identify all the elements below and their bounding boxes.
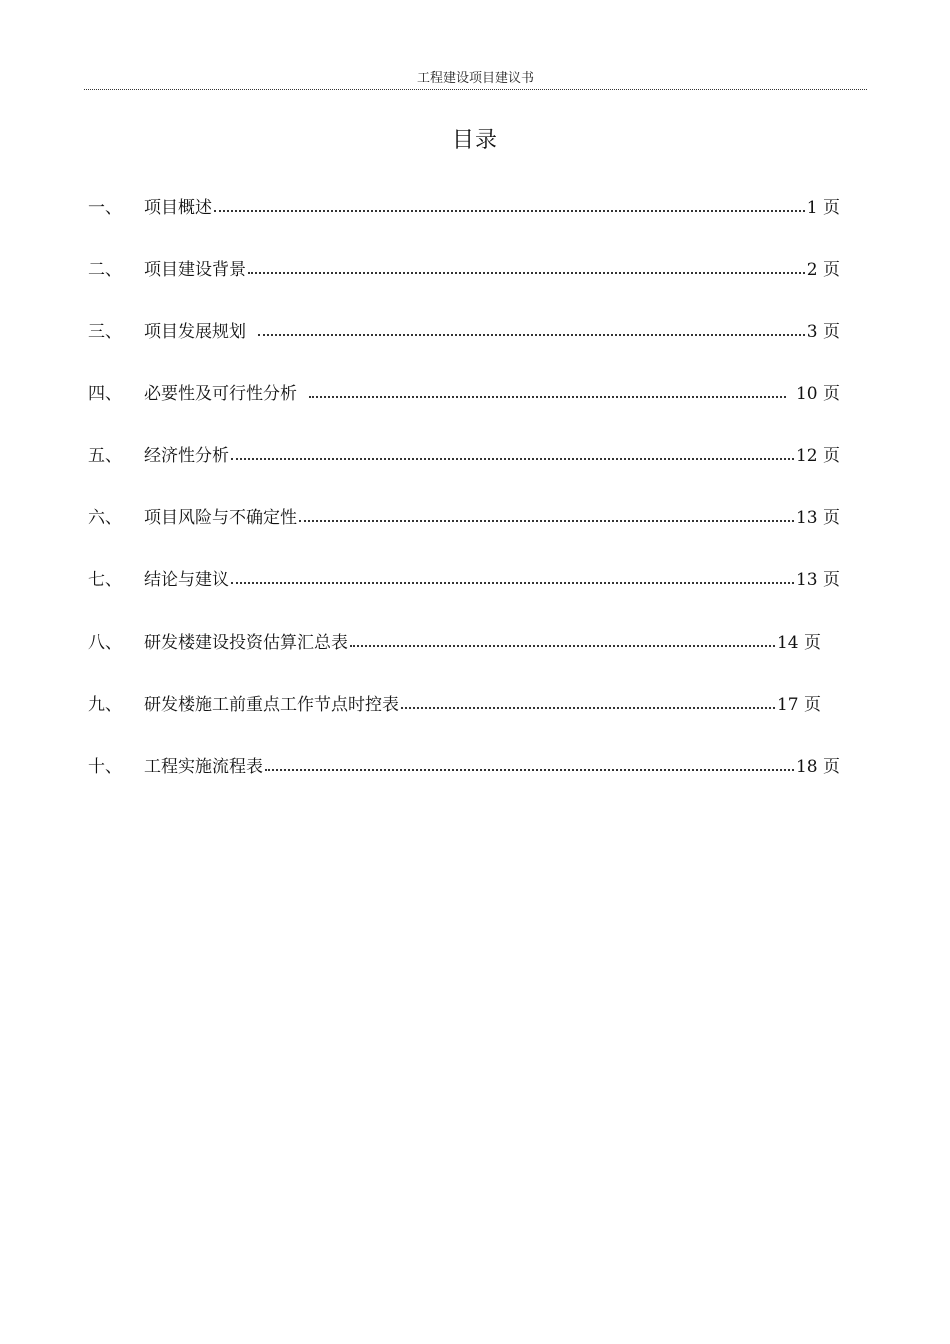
toc-entry-page: 14 页: [776, 633, 821, 653]
toc-entry[interactable]: [88, 196, 840, 220]
toc-entry-page: 17 页: [776, 695, 821, 715]
toc-heading: 目录: [451, 128, 498, 153]
toc-entry[interactable]: [88, 631, 821, 655]
toc-entry-number: 九、: [88, 695, 122, 715]
toc-entry-number: 三、: [88, 322, 122, 342]
toc-entry[interactable]: [88, 693, 821, 717]
toc-entry[interactable]: [88, 568, 840, 592]
dot-leader: [299, 520, 794, 522]
toc-entry-title: 项目发展规划: [144, 322, 246, 342]
toc-entry-number: 一、: [88, 198, 122, 218]
toc-entry-page: 13 页: [795, 508, 840, 528]
dot-leader: [248, 272, 805, 274]
toc-entry-title: 项目建设背景: [144, 260, 246, 280]
toc-entry-title: 必要性及可行性分析: [144, 384, 297, 404]
toc-entry[interactable]: [88, 755, 840, 779]
toc-entry-title: 项目风险与不确定性: [144, 508, 297, 528]
toc-entry-number: 五、: [88, 446, 122, 466]
toc-entry[interactable]: [88, 382, 840, 406]
toc-entry-page: 13 页: [795, 570, 840, 590]
toc-entry-page: 1 页: [806, 198, 840, 218]
dot-leader: [214, 210, 805, 212]
toc-entry[interactable]: [88, 258, 840, 282]
toc-entry-number: 二、: [88, 260, 122, 280]
dot-leader: [309, 396, 786, 398]
dot-leader: [231, 582, 794, 584]
toc-entry-page: 10 页: [795, 384, 840, 404]
toc-entry-page: 2 页: [806, 260, 840, 280]
dot-leader: [231, 458, 794, 460]
header-divider: [84, 89, 867, 90]
toc-entry-title: 结论与建议: [144, 570, 229, 590]
dot-leader: [350, 645, 775, 647]
dot-leader: [265, 769, 794, 771]
toc-entry-page: 3 页: [806, 322, 840, 342]
toc-entry-title: 研发楼施工前重点工作节点时控表: [144, 695, 399, 715]
toc-entry-page: 12 页: [795, 446, 840, 466]
toc-entry[interactable]: [88, 320, 840, 344]
toc-entry-page: 18 页: [795, 757, 840, 777]
dot-leader: [401, 707, 775, 709]
toc-entry-title: 项目概述: [144, 198, 212, 218]
toc-entry-number: 七、: [88, 570, 122, 590]
toc-entry-number: 十、: [88, 757, 122, 777]
toc-entry-number: 六、: [88, 508, 122, 528]
running-header: 工程建设项目建议书: [416, 71, 534, 86]
dot-leader: [258, 334, 805, 336]
toc-entry-title: 研发楼建设投资估算汇总表: [144, 633, 348, 653]
toc-entry-title: 经济性分析: [144, 446, 229, 466]
toc-entry-number: 四、: [88, 384, 122, 404]
toc-entry[interactable]: [88, 506, 840, 530]
toc-entry-number: 八、: [88, 633, 122, 653]
toc-entry[interactable]: [88, 444, 840, 468]
toc-entry-title: 工程实施流程表: [144, 757, 263, 777]
